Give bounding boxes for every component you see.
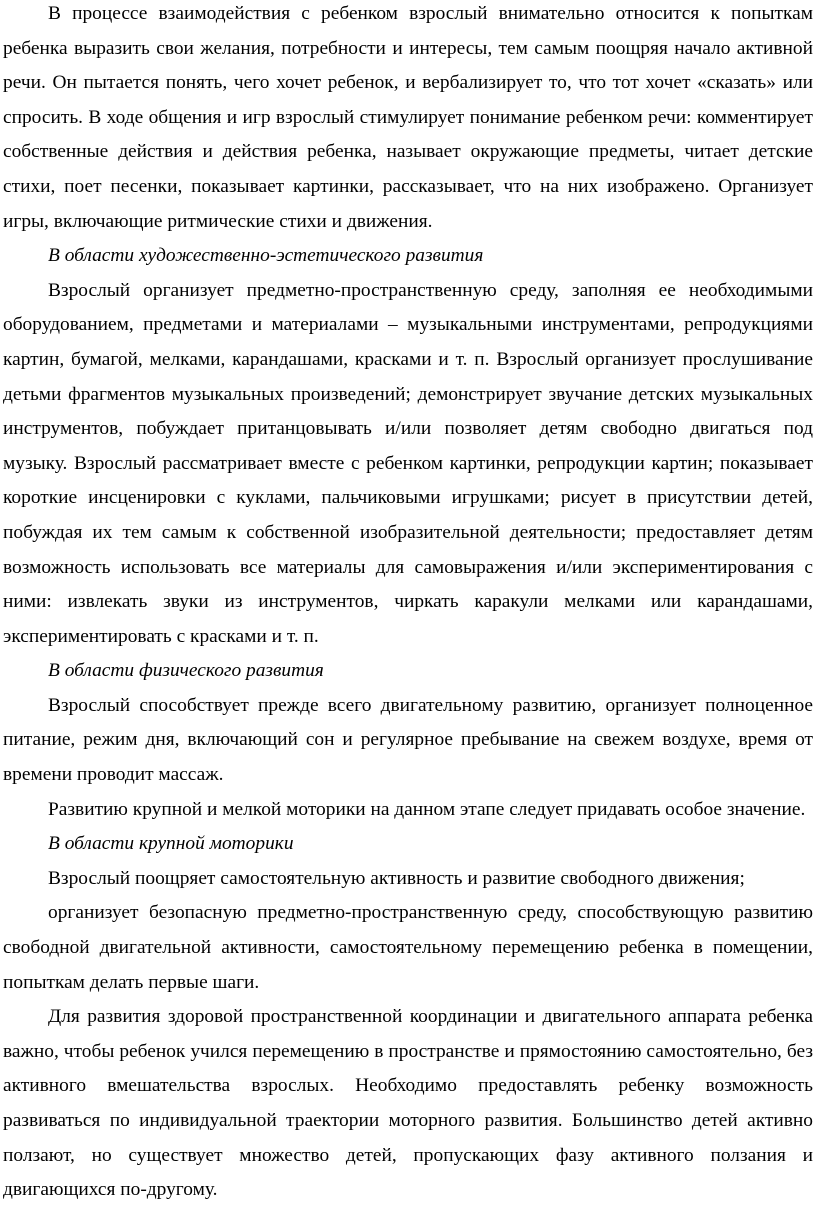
paragraph-free-movement: Взрослый поощряет самостоятельную активность и развитие свободного движения; (48, 867, 745, 889)
paragraph-safe-environment: организует безопасную предметно-пространственную среду, способствующую развитию свободной двигательной активности, самостоятельному перемещению ребенка в помещении, попыткам делать первые шаги. (3, 902, 813, 993)
paragraph-physical-development: Взрослый способствует прежде всего двигательному развитию, организует полноценное питание, режим дня, включающий сон и регулярное пребывание на свежем воздухе, время от времени проводит массаж. (3, 694, 813, 786)
paragraph-artistic-development: Взрослый организует предметно-пространственную среду, заполняя ее необходимыми оборудованием, предметами и материалами – музыкальными инструментами, репродукциями картин, бумагой, мелками, карандашами, красками и т. п. Взрослый организует прослушивание детьми фрагментов музыкальных произведений; демонстрирует звучание детских музыкальных инструментов, побуждает пританцовывать и/или позволяет детям свободно двигаться под музыку. Взрослый рассматривает вместе с ребенком картинки, репродукции картин; показывает короткие инсценировки с куклами, пальчиковыми игрушками; рисует в присутствии детей, побуждая их тем самым к собственной изобразительной деятельности; предоставляет детям возможность использовать все материалы для самовыражения и/или экспериментирования с ними: извлекать звуки из инструментов, чиркать каракули мелками или карандашами, экспериментировать с красками и т. п. (3, 279, 813, 647)
paragraph-communication: В процессе взаимодействия с ребенком взрослый внимательно относится к попыткам ребенка выразить свои желания, потребности и интересы, тем самым поощряя начало активной речи. Он пытается понять, чего хочет ребенок, и вербализирует то, что тот хочет «сказать» или спросить. В ходе общения и игр взрослый стимулирует понимание ребенком речи: комментирует собственные действия и действия ребенка, называет окружающие предметы, читает детские стихи, поет песенки, показывает картинки, рассказывает, что на них изображено. Организует игры, включающие ритмические стихи и движения. (3, 3, 813, 232)
heading-artistic-development: В области художественно-эстетического развития (48, 245, 484, 267)
heading-physical-development: В области физического развития (48, 660, 324, 682)
paragraph-motor-skills-importance: Развитию крупной и мелкой моторики на данном этапе следует придавать особое значение. (48, 798, 806, 820)
paragraph-coordination: Для развития здоровой пространственной координации и двигательного аппарата ребенка важно, чтобы ребенок учился перемещению в пространстве и прямостоянию самостоятельно, без активного вмешательства взрослых. Необходимо предоставлять ребенку возможность развиваться по индивидуальной траектории моторного развития. Большинство детей активно ползают, но существует множество детей, пропускающих фазу активного ползания и двигающихся по-другому. (3, 1006, 813, 1201)
heading-gross-motor: В области крупной моторики (48, 833, 294, 855)
